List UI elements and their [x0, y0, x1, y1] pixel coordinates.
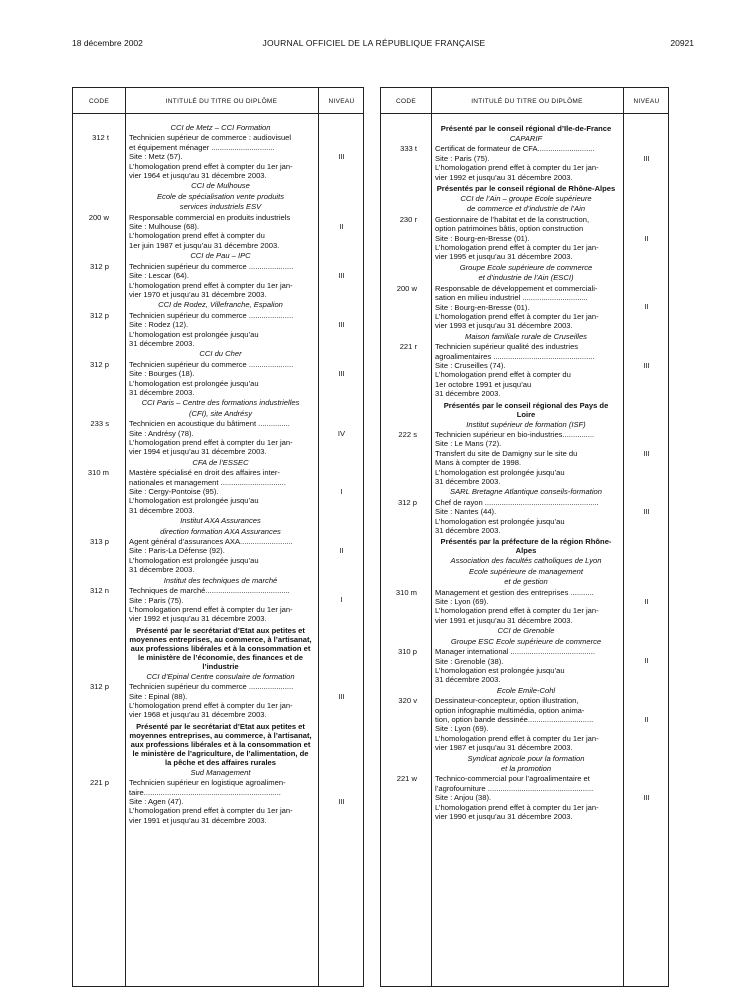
- table-row: [381, 498, 668, 536]
- row-line: L’homologation prend effet à compter du 1er jan-: [129, 604, 293, 614]
- row-line: tion, option bande dessinée...............................: [435, 714, 594, 724]
- row-code: 233 s: [90, 419, 109, 429]
- section-heading: Syndicat agricole pour la formation: [467, 753, 585, 763]
- row-line: Chef de rayon ......................................................: [435, 497, 599, 507]
- section-heading: services industriels ESV: [179, 202, 262, 212]
- row-line: vier 1995 et jusqu’au 31 décembre 2003.: [435, 252, 573, 262]
- row-line: Technicien supérieur du commerce .....................: [129, 261, 294, 271]
- row-level: II: [339, 546, 344, 556]
- row-line: vier 1987 et jusqu’au 31 décembre 2003.: [435, 743, 573, 753]
- row-line: Dessinateur-concepteur, option illustration,: [435, 696, 579, 706]
- row-line: Site : Agen (47).: [129, 796, 184, 806]
- section-heading: et de gestion: [504, 577, 548, 587]
- row-line: Mans à compter de 1998.: [435, 458, 522, 468]
- table-body: [73, 122, 363, 986]
- row-line: l’agrofourniture ..................................................: [435, 783, 594, 793]
- journal-title: JOURNAL OFFICIEL DE LA RÉPUBLIQUE FRANÇAISE: [262, 38, 486, 48]
- row-code: 310 p: [397, 647, 417, 657]
- row-line: sation en milieu industriel ...............................: [435, 293, 588, 303]
- row-line: L’homologation prend effet à compter du 1er jan-: [435, 802, 599, 812]
- row-line: Responsable commercial en produits industriels: [129, 212, 291, 222]
- row-line: L’homologation prend effet à compter du 1er jan-: [435, 606, 599, 616]
- section-heading-bold: Présentés par la préfecture de la région Rhône-Alpes: [440, 537, 612, 556]
- row-code: 313 p: [89, 537, 109, 547]
- row-line: Technicien en acoustique du bâtiment ...............: [129, 419, 290, 429]
- row-line: 1er octobre 1991 et jusqu’au: [435, 379, 532, 389]
- row-text: [129, 360, 312, 398]
- row-code: 312 t: [92, 133, 109, 143]
- row-line: 31 décembre 2003.: [435, 526, 501, 536]
- row-code: 312 p: [89, 310, 109, 320]
- row-level: III: [643, 153, 650, 163]
- row-line: L’homologation prend effet à compter du 1er jan-: [129, 438, 293, 447]
- right-table: [380, 87, 669, 987]
- row-line: Technicien supérieur qualité des industries: [435, 342, 579, 352]
- row-code: 222 s: [398, 429, 417, 439]
- header-niveau: NIVEAU: [633, 98, 660, 105]
- section-heading-bold: Présentés par le conseil régional de Rhône-Alpes: [436, 184, 616, 194]
- table-row: [73, 682, 363, 720]
- table-header: [381, 88, 668, 114]
- row-level: III: [643, 507, 650, 517]
- row-line: Site : Cruseilles (74).: [435, 360, 506, 370]
- row-level: III: [643, 360, 650, 370]
- row-line: L’homologation est prolongée jusqu’au: [435, 516, 565, 526]
- row-line: Site : Mulhouse (68).: [129, 222, 200, 232]
- row-code: 320 v: [398, 696, 417, 706]
- row-code: 312 p: [89, 682, 109, 692]
- row-line: Gestionnaire de l’habitat et de la construction,: [435, 214, 590, 224]
- row-line: Agent général d’assurances AXA.........................: [129, 537, 293, 547]
- row-line: L’homologation est prolongée jusqu’au: [129, 329, 259, 339]
- row-line: Site : Lescar (64).: [129, 271, 189, 281]
- left-table: [72, 87, 364, 987]
- row-text: [435, 588, 617, 626]
- row-line: L’homologation prend effet à compter du: [435, 370, 571, 380]
- row-line: vier 1991 et jusqu’au 31 décembre 2003.: [435, 615, 573, 625]
- row-line: L’homologation prend effet à compter du 1er jan-: [129, 280, 293, 290]
- table-row: [381, 342, 668, 398]
- table-row: [73, 778, 363, 825]
- row-line: vier 1992 et jusqu’au 31 décembre 2003.: [435, 172, 573, 182]
- row-code: 333 t: [400, 144, 417, 154]
- section-heading: CAPARIF: [509, 134, 543, 143]
- section-heading: Institut AXA Assurances: [180, 516, 261, 526]
- row-level: III: [643, 793, 650, 803]
- row-code: 221 r: [399, 342, 417, 352]
- row-line: 31 décembre 2003.: [435, 389, 501, 399]
- row-line: vier 1993 et jusqu’au 31 décembre 2003.: [435, 321, 573, 331]
- section-heading: CCI d’Epinal Centre consulaire de formation: [146, 671, 295, 681]
- section-heading: Institut des techniques de marché: [163, 575, 278, 585]
- table-row: [381, 284, 668, 331]
- row-line: Site : Bourg-en-Bresse (01).: [435, 302, 530, 312]
- row-level: II: [644, 656, 649, 666]
- table-row: [381, 430, 668, 486]
- row-text: [435, 498, 617, 536]
- row-line: 31 décembre 2003.: [435, 675, 501, 685]
- row-line: Site : Le Mans (72).: [435, 439, 502, 449]
- row-line: 31 décembre 2003.: [435, 477, 501, 486]
- section-heading: Institut supérieur de formation (ISF): [466, 419, 586, 429]
- row-text: [435, 215, 617, 262]
- row-line: 1er juin 1987 et jusqu’au 31 décembre 2003.: [129, 240, 280, 250]
- row-text: [129, 213, 312, 251]
- row-line: Technicien supérieur du commerce .....................: [129, 310, 294, 320]
- section-heading: direction formation AXA Assurances: [160, 526, 281, 536]
- row-line: L’homologation prend effet à compter du 1er jan-: [435, 163, 599, 173]
- row-line: agroalimentaires ................................................: [435, 351, 595, 361]
- table-row: [73, 468, 363, 515]
- section-heading: Ecole de spécialisation vente produits: [156, 191, 285, 201]
- row-text: [129, 133, 312, 180]
- row-line: option infographie multimédia, option anima-: [435, 705, 585, 715]
- row-line: option patrimoines bâtis, option construction: [435, 224, 584, 234]
- section-heading: Groupe Ecole supérieure de commerce: [459, 262, 593, 272]
- row-text: [435, 647, 617, 685]
- row-code: 200 w: [88, 212, 109, 222]
- row-line: L’homologation prend effet à compter du 1er jan-: [129, 700, 293, 710]
- row-line: Site : Epinal (88).: [129, 691, 188, 701]
- section-heading: Groupe ESC Ecole supérieure de commerce: [450, 636, 602, 646]
- row-line: taire.................................................................: [129, 787, 281, 797]
- row-level: I: [340, 487, 343, 497]
- row-line: Site : Bourg-en-Bresse (01).: [435, 233, 530, 243]
- row-level: III: [338, 271, 345, 281]
- section-heading: Ecole supérieure de management: [469, 566, 583, 576]
- row-level: III: [643, 448, 650, 458]
- row-line: L’homologation est prolongée jusqu’au: [129, 555, 259, 565]
- page-number: 20921: [670, 38, 694, 48]
- row-code: 310 m: [395, 587, 417, 597]
- section-heading: (CFI), site Andrésy: [188, 408, 252, 418]
- table-row: [381, 144, 668, 182]
- row-code: 221 w: [396, 774, 417, 784]
- row-line: Site : Andrésy (78).: [129, 428, 194, 438]
- row-text: [129, 262, 312, 300]
- table-row: [73, 360, 363, 398]
- row-level: I: [340, 595, 343, 605]
- row-text: [435, 696, 617, 752]
- section-heading: et la promotion: [500, 763, 552, 773]
- table-row: [73, 311, 363, 349]
- row-text: [129, 778, 312, 825]
- row-level: II: [644, 597, 649, 607]
- row-line: L’homologation est prolongée jusqu’au: [129, 496, 259, 506]
- row-level: II: [339, 222, 344, 232]
- section-heading: CCI de Grenoble: [497, 626, 555, 636]
- row-line: L’homologation prend effet à compter du 1er jan-: [129, 806, 293, 816]
- row-code: 221 p: [89, 778, 109, 788]
- table-header: [73, 88, 363, 114]
- row-line: Transfert du site de Damigny sur le site du: [435, 448, 578, 458]
- row-line: Site : Bourges (18).: [129, 369, 195, 379]
- header-date: 18 décembre 2002: [72, 38, 143, 48]
- table-row: [73, 537, 363, 575]
- row-line: nationales et management ...............................: [129, 477, 287, 487]
- section-heading: CCI de l’Ain – groupe Ecole supérieure: [460, 194, 592, 204]
- section-heading: CCI de Metz – CCI Formation: [170, 123, 271, 132]
- page-header: [0, 38, 748, 52]
- row-line: 31 décembre 2003.: [129, 565, 195, 575]
- row-text: [129, 682, 312, 720]
- section-heading-bold: Présenté par le conseil régional d’Ile-de-France: [440, 124, 612, 133]
- header-intitule: INTITULÉ DU TITRE OU DIPLÔME: [471, 98, 583, 105]
- row-line: Site : Grenoble (38).: [435, 656, 504, 666]
- header-intitule: INTITULÉ DU TITRE OU DIPLÔME: [165, 98, 278, 105]
- row-line: vier 1994 et jusqu’au 31 décembre 2003.: [129, 447, 267, 457]
- section-heading: Ecole Emile-Cohl: [496, 685, 556, 695]
- row-line: Technicien supérieur du commerce .....................: [129, 359, 294, 369]
- row-line: Certificat de formateur de CFA...........................: [435, 144, 595, 154]
- row-line: vier 1992 et jusqu’au 31 décembre 2003.: [129, 614, 267, 624]
- row-line: L’homologation prend effet à compter du 1er jan-: [129, 161, 293, 171]
- table-row: [381, 696, 668, 752]
- section-heading: et d’industrie de l’Ain (ESCI): [478, 273, 574, 283]
- row-code: 310 m: [87, 468, 109, 478]
- row-level: II: [644, 302, 649, 312]
- row-line: Site : Anjou (38).: [435, 793, 492, 803]
- row-line: L’homologation est prolongée jusqu’au: [435, 467, 565, 477]
- row-text: [435, 144, 617, 182]
- row-code: 312 p: [89, 359, 109, 369]
- row-line: vier 1991 et jusqu’au 31 décembre 2003.: [129, 815, 267, 825]
- row-line: Technicien supérieur de commerce : audiovisuel: [129, 133, 292, 143]
- section-heading: de commerce et d’industrie de l’Ain: [466, 204, 586, 214]
- row-line: Site : Metz (57).: [129, 152, 183, 162]
- row-line: Manager international ........................................: [435, 647, 595, 657]
- row-line: Site : Lyon (69).: [435, 597, 489, 607]
- row-line: Site : Paris-La Défense (92).: [129, 546, 225, 556]
- row-text: [129, 468, 312, 515]
- section-heading: CCI du Cher: [199, 349, 242, 359]
- row-text: [435, 284, 617, 331]
- row-line: Site : Cergy-Pontoise (95).: [129, 487, 219, 497]
- row-level: II: [644, 233, 649, 243]
- row-text: [435, 342, 617, 398]
- section-heading: CCI de Rodez, Villefranche, Espalion: [158, 300, 283, 310]
- row-text: [129, 586, 312, 624]
- section-heading: Association des facultés catholiques de Lyon: [450, 556, 602, 566]
- section-heading: Sud Management: [190, 767, 251, 777]
- row-line: Site : Paris (75).: [435, 153, 490, 163]
- row-line: Technico-commercial pour l’agroalimentaire et: [435, 774, 590, 784]
- header-code: CODE: [396, 98, 416, 105]
- row-code: 312 p: [397, 497, 417, 507]
- table-row: [381, 588, 668, 626]
- row-line: Responsable de développement et commerciali-: [435, 283, 598, 293]
- header-niveau: NIVEAU: [328, 98, 355, 105]
- row-code: 200 w: [396, 283, 417, 293]
- row-level: II: [644, 714, 649, 724]
- row-code: 312 n: [89, 586, 109, 596]
- row-line: Site : Rodez (12).: [129, 320, 189, 330]
- row-line: Site : Nantes (44).: [435, 507, 497, 517]
- section-heading: CFA de l’ESSEC: [192, 457, 249, 467]
- row-text: [129, 311, 312, 349]
- row-line: Management et gestion des entreprises ...........: [435, 587, 594, 597]
- header-code: CODE: [89, 98, 109, 105]
- row-text: [129, 419, 312, 457]
- row-line: L’homologation prend effet à compter du: [129, 231, 265, 241]
- table-row: [381, 647, 668, 685]
- row-code: 230 r: [399, 214, 417, 224]
- section-heading-bold: Présentés par le conseil régional des Pays de Loire: [443, 400, 609, 419]
- row-line: Technicien supérieur du commerce .....................: [129, 682, 294, 692]
- row-line: et équipement ménager ..............................: [129, 142, 275, 152]
- row-line: Technicien supérieur en bio-industries...............: [435, 429, 595, 439]
- row-line: Site : Paris (75).: [129, 595, 184, 605]
- row-line: L’homologation prend effet à compter du 1er jan-: [435, 733, 599, 743]
- row-level: III: [338, 691, 345, 701]
- table-row: [381, 774, 668, 821]
- row-line: Mastère spécialisé en droit des affaires inter-: [129, 468, 280, 478]
- table-body: [381, 122, 668, 986]
- row-line: 31 décembre 2003.: [129, 387, 195, 397]
- table-row: [73, 133, 363, 180]
- section-heading: SARL Bretagne Atlantique conseils-formation: [450, 487, 602, 497]
- row-line: L’homologation prend effet à compter du 1er jan-: [435, 243, 599, 253]
- row-line: vier 1968 et jusqu’au 31 décembre 2003.: [129, 710, 267, 720]
- section-heading: CCI de Mulhouse: [191, 181, 250, 191]
- row-line: 31 décembre 2003.: [129, 338, 195, 348]
- table-row: [73, 262, 363, 300]
- row-line: vier 1990 et jusqu’au 31 décembre 2003.: [435, 812, 573, 821]
- row-line: Site : Lyon (69).: [435, 724, 489, 734]
- row-line: vier 1964 et jusqu’au 31 décembre 2003.: [129, 171, 267, 181]
- row-line: Techniques de marché........................................: [129, 586, 290, 596]
- table-row: [381, 215, 668, 262]
- row-level: III: [338, 152, 345, 162]
- section-heading-bold: Présenté par le secrétariat d’Etat aux petites et moyennes entreprises, au commerce, à l’artisanat, aux professions libérales et à la consommation et le ministère de l’agriculture, de l’alimentation, de la pêche et des affaires rurales: [129, 721, 312, 767]
- row-line: Technicien supérieur en logistique agroalimen-: [129, 778, 286, 788]
- row-text: [435, 430, 617, 486]
- row-line: vier 1970 et jusqu’au 31 décembre 2003.: [129, 289, 267, 299]
- row-level: III: [338, 320, 345, 330]
- row-level: III: [338, 796, 345, 806]
- row-line: 31 décembre 2003.: [129, 505, 195, 515]
- section-heading-bold: Présenté par le secrétariat d’Etat aux petites et moyennes entreprises, au commerce, à l’artisanat, aux professions libérales et à la consommation et le ministère de l’économie, des finances et de l’industrie: [129, 625, 312, 671]
- row-level: IV: [337, 428, 346, 438]
- row-text: [129, 537, 312, 575]
- row-text: [435, 774, 617, 821]
- table-row: [73, 586, 363, 624]
- section-heading: CCI de Pau – IPC: [190, 251, 251, 261]
- section-heading: Maison familiale rurale de Cruseilles: [465, 331, 587, 341]
- row-line: L’homologation est prolongée jusqu’au: [435, 665, 565, 675]
- row-code: 312 p: [89, 261, 109, 271]
- row-level: III: [338, 369, 345, 379]
- section-heading: CCI Paris – Centre des formations industrielles: [141, 398, 300, 408]
- table-row: [73, 213, 363, 251]
- row-line: L’homologation prend effet à compter du 1er jan-: [435, 311, 599, 321]
- row-line: L’homologation est prolongée jusqu’au: [129, 378, 259, 388]
- table-row: [73, 419, 363, 457]
